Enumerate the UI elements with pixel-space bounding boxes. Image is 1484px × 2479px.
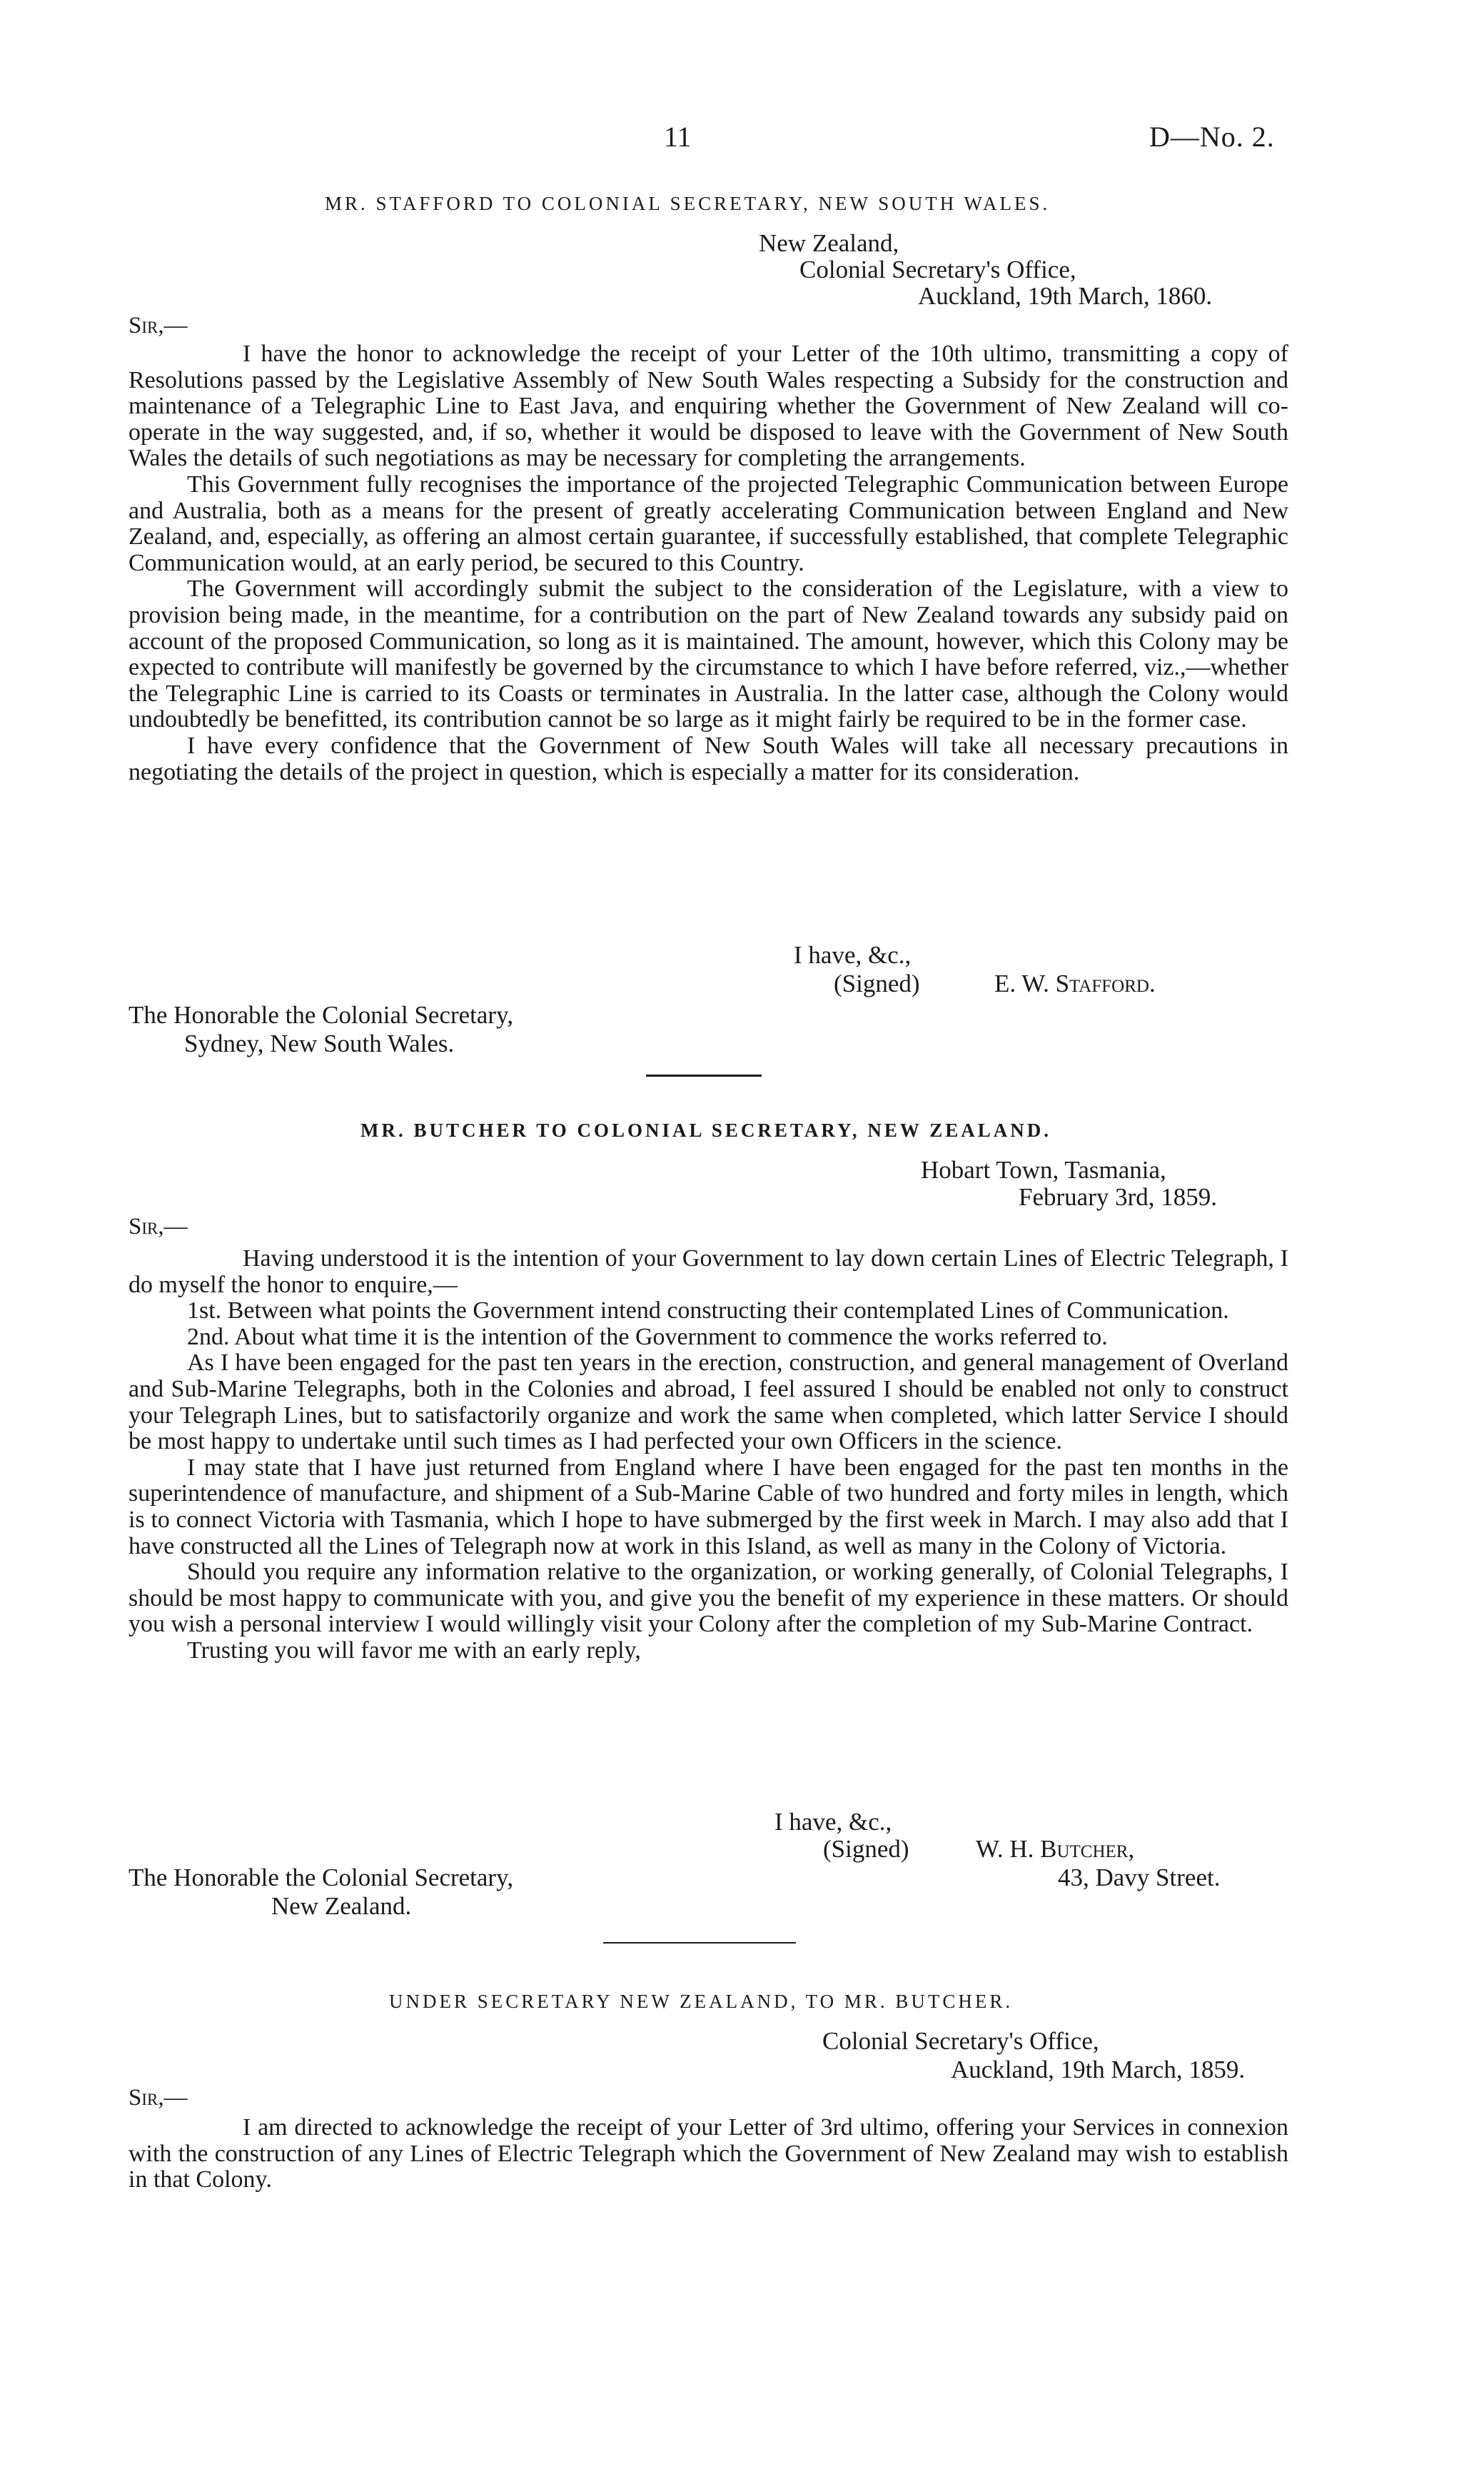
letter1-paragraph: The Government will accordingly submit the subject to the consideration of the Legislature, with a view to provision being made, in the meantime, for a contribution on the part of New Zealand towards any subsidy paid on account of the proposed Communication, so long as it is maintained. The amount, however, which this Colony may be expected to contribute will manifestly be governed by the circumstance to which I have before referred, viz.,—whether the Telegraphic Line is carried to its Coasts or terminates in Australia. In the latter case, although the Colony would undoubtedly be benefitted, its contribution cannot be so large as it might fairly be required to be in the former case. (128, 575, 1288, 733)
letter1-recipient-line-1: The Honorable the Colonial Secretary, (128, 1001, 514, 1029)
letter2-paragraph: 2nd. About what time it is the intention of the Government to commence the works referred to. (187, 1323, 1108, 1350)
letter2-paragraph: I may state that I have just returned from England where I have been engaged for the past ten months in the superintendence of manufacture, and shipment of a Sub-Marine Cable of two hundred and forty miles in length, which is to connect Victoria with Tasmania, which I hope to have submerged by the first week in March. I may also add that I have constructed all the Lines of Telegraph now at work in this Island, as well as many in the Colony of Victoria. (128, 1454, 1288, 1559)
letter2-paragraph: Should you require any information relative to the organization, or working generally, of Colonial Telegraphs, I should be most happy to communicate with you, and give you the benefit of my experience in these matters. Or should you wish a personal interview I would willingly visit your Colony after the completion of my Sub-Marine Contract. (128, 1559, 1288, 1638)
letter3-body (128, 2115, 1288, 2193)
letter3-paragraph: I am directed to acknowledge the receipt of your Letter of 3rd ultimo, offering your Services in connexion with the construction of any Lines of Electric Telegraph which the Government of New Zealand may wish to establish in that Colony. (128, 2114, 1288, 2193)
letter1-signature: E. W. Stafford. (994, 970, 1156, 997)
letter2-heading: MR. BUTCHER TO COLONIAL SECRETARY, NEW ZEALAND. (360, 1120, 1051, 1141)
page-number: 11 (664, 121, 692, 153)
letter1-body (128, 341, 1288, 785)
letter1-salutation: Sir,— (128, 313, 188, 338)
letter2-paragraph: 1st. Between what points the Government intend constructing their contemplated Lines of Communication. (187, 1297, 1229, 1324)
section-divider (646, 1075, 762, 1077)
letter2-signature-address: 43, Davy Street. (1058, 1864, 1221, 1891)
letter1-address-line-2: Colonial Secretary's Office, (799, 256, 1076, 283)
letter2-recipient-line-2: New Zealand. (271, 1892, 412, 1920)
letter1-heading: MR. STAFFORD TO COLONIAL SECRETARY, NEW SOUTH WALES. (325, 193, 1051, 214)
letter2-address-line-2: February 3rd, 1859. (1019, 1183, 1218, 1211)
letter1-paragraph: I have the honor to acknowledge the receipt of your Letter of the 10th ultimo, transmitting a copy of Resolutions passed by the Legislative Assembly of New South Wales respecting a Subsidy for the construction and maintenance of a Telegraphic Line to East Java, and enquiring whether the Government of New Zealand will co-operate in the way suggested, and, if so, whether it would be disposed to leave with the Government of New South Wales the details of such negotiations as may be necessary for completing the arrangements. (128, 341, 1288, 472)
letter2-body (128, 1246, 1288, 1664)
letter2-closing: I have, &c., (774, 1808, 892, 1836)
letter2-signed: (Signed) (823, 1835, 909, 1863)
letter1-address-line-3: Auckland, 19th March, 1860. (918, 282, 1213, 310)
letter2-paragraph: Trusting you will favor me with an early reply, (187, 1636, 641, 1664)
document-reference: D—No. 2. (1149, 121, 1275, 153)
letter1-paragraph: This Government fully recognises the importance of the projected Telegraphic Communication between Europe and Australia, both as a means for the present of greatly accelerating Communication between England and New Zealand, and, especially, as offering an almost certain guarantee, if successfully established, that complete Telegraphic Communication would, at an early period, be secured to this Country. (128, 471, 1288, 576)
letter2-recipient-line-1: The Honorable the Colonial Secretary, (128, 1864, 514, 1891)
letter3-address-line-2: Auckland, 19th March, 1859. (951, 2056, 1246, 2083)
letter2-paragraph: As I have been engaged for the past ten years in the erection, construction, and general management of Overland and Sub-Marine Telegraphs, both in the Colonies and abroad, I feel assured I should be enabled not only to construct your Telegraph Lines, but to satisfactorily organize and work the same when completed, which latter Service I should be most happy to undertake until such times as I had perfected your own Officers in the science. (128, 1349, 1288, 1455)
letter3-address-line-1: Colonial Secretary's Office, (822, 2027, 1099, 2055)
letter3-salutation: Sir,— (128, 2085, 188, 2111)
letter1-signed: (Signed) (834, 970, 920, 997)
letter3-heading: UNDER SECRETARY NEW ZEALAND, TO MR. BUTCHER. (389, 1991, 1014, 2012)
letter1-recipient-line-2: Sydney, New South Wales. (184, 1030, 455, 1057)
letter1-paragraph: I have every confidence that the Government of New South Wales will take all necessary precautions in negotiating the details of the project in question, which is especially a matter for its consideration. (128, 732, 1288, 785)
letter2-signature: W. H. Butcher, (976, 1835, 1135, 1863)
letter2-address-line-1: Hobart Town, Tasmania, (921, 1156, 1166, 1184)
section-divider (603, 1942, 796, 1944)
letter2-salutation: Sir,— (128, 1214, 188, 1240)
letter1-closing: I have, &c., (794, 941, 912, 969)
letter1-address-line-1: New Zealand, (759, 229, 899, 257)
letter2-paragraph: Having understood it is the intention of your Government to lay down certain Lines of Electric Telegraph, I do myself the honor to enquire,— (128, 1245, 1288, 1298)
